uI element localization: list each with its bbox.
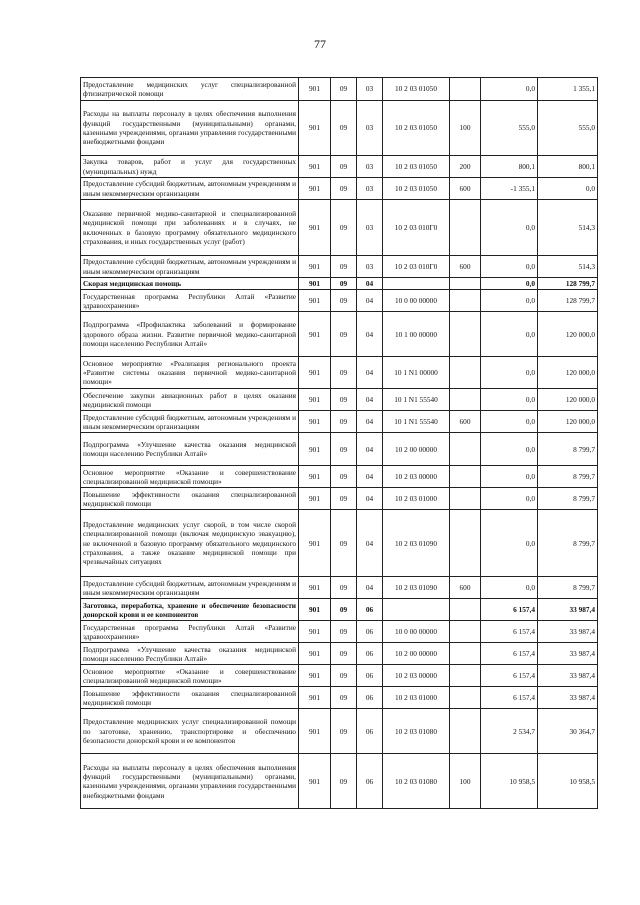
row-csr-cell: 10 1 N1 55540 [383,411,450,433]
row-csr-cell [383,278,450,290]
row-vr-cell [450,643,481,665]
row-csr-cell: 10 2 03 010Г0 [383,200,450,256]
row-gr-cell: 901 [299,101,331,156]
row-amount2-cell: 10 958,5 [538,754,598,809]
row-gr-cell: 901 [299,577,331,599]
row-pr-cell: 06 [357,687,383,709]
row-rz-cell: 09 [331,78,357,101]
row-amount2-cell: 555,0 [538,101,598,156]
row-vr-cell: 600 [450,577,481,599]
row-pr-cell: 04 [357,466,383,488]
row-name-cell: Государственная программа Республики Алтай «Развитие здравоохранения» [81,621,299,643]
row-gr-cell: 901 [299,709,331,754]
row-amount2-cell: 33 987,4 [538,621,598,643]
row-name-cell: Заготовка, переработка, хранение и обеспечение безопасности донорской крови и ее компонентов [81,599,299,621]
row-gr-cell: 901 [299,200,331,256]
row-rz-cell: 09 [331,357,357,389]
row-name-cell: Скорая медицинская помощь [81,278,299,290]
row-rz-cell: 09 [331,101,357,156]
row-vr-cell: 600 [450,256,481,278]
table-row [81,510,598,577]
row-gr-cell: 901 [299,643,331,665]
row-rz-cell: 09 [331,621,357,643]
row-gr-cell: 901 [299,488,331,510]
row-csr-cell: 10 1 N1 55540 [383,389,450,411]
row-rz-cell: 09 [331,256,357,278]
row-pr-cell: 03 [357,200,383,256]
row-gr-cell: 901 [299,312,331,357]
row-pr-cell: 06 [357,665,383,687]
row-vr-cell [450,290,481,312]
row-amount1-cell: 0,0 [481,290,538,312]
row-vr-cell: 200 [450,156,481,178]
row-csr-cell: 10 2 03 00000 [383,466,450,488]
row-amount1-cell: 2 534,7 [481,709,538,754]
row-amount1-cell: 0,0 [481,278,538,290]
row-gr-cell: 901 [299,256,331,278]
row-pr-cell: 03 [357,156,383,178]
row-name-cell: Предоставление медицинских услуг специализированной фтизиатрической помощи [81,78,299,101]
row-name-cell: Обеспечение закупки авиационных работ в целях оказания медицинской помощи [81,389,299,411]
row-pr-cell: 03 [357,178,383,200]
row-pr-cell: 06 [357,709,383,754]
row-name-cell: Предоставление субсидий бюджетным, автономным учреждениям и иным некоммерческим организациям [81,256,299,278]
row-name-cell: Оказание первичной медико-санитарной и специализированной медицинской помощи при заболеваниях и в случаях, не включенных в базовую программу обязательного медицинского страхования, и иных государственных услуг (работ) [81,200,299,256]
row-pr-cell: 04 [357,510,383,577]
table-row [81,665,598,687]
row-amount2-cell: 128 799,7 [538,290,598,312]
row-amount2-cell: 8 799,7 [538,577,598,599]
table-row [81,621,598,643]
row-rz-cell: 09 [331,178,357,200]
row-vr-cell [450,312,481,357]
row-amount1-cell: 0,0 [481,256,538,278]
row-amount1-cell: 0,0 [481,411,538,433]
table-row [81,411,598,433]
row-rz-cell: 09 [331,510,357,577]
row-vr-cell [450,357,481,389]
row-amount1-cell: 0,0 [481,357,538,389]
table-row [81,488,598,510]
table-row [81,357,598,389]
row-csr-cell: 10 2 03 01000 [383,687,450,709]
row-pr-cell: 04 [357,488,383,510]
table-row [81,312,598,357]
row-rz-cell: 09 [331,687,357,709]
row-pr-cell: 03 [357,256,383,278]
row-vr-cell [450,665,481,687]
row-pr-cell: 03 [357,101,383,156]
row-rz-cell: 09 [331,709,357,754]
row-amount2-cell: 8 799,7 [538,466,598,488]
table-row [81,101,598,156]
row-amount1-cell: 0,0 [481,200,538,256]
row-csr-cell: 10 2 03 01050 [383,156,450,178]
row-name-cell: Предоставление медицинских услуг скорой, в том числе скорой специализированной помощи (включая медицинскую эвакуацию), не включенной в базовую программу обязательного медицинского страхования, а также оказание медицинской помощи при чрезвычайных ситуациях [81,510,299,577]
table-row [81,687,598,709]
row-amount1-cell: 0,0 [481,433,538,466]
row-vr-cell [450,433,481,466]
row-csr-cell: 10 1 N1 00000 [383,357,450,389]
row-vr-cell [450,709,481,754]
row-amount1-cell: 6 157,4 [481,643,538,665]
row-pr-cell: 04 [357,389,383,411]
row-amount2-cell: 120 000,0 [538,389,598,411]
table-body [81,78,598,809]
row-rz-cell: 09 [331,290,357,312]
row-vr-cell: 100 [450,101,481,156]
row-pr-cell: 04 [357,278,383,290]
row-csr-cell [383,599,450,621]
row-amount1-cell: 0,0 [481,577,538,599]
row-csr-cell: 10 2 03 01080 [383,709,450,754]
row-pr-cell: 06 [357,643,383,665]
row-vr-cell [450,389,481,411]
row-vr-cell [450,510,481,577]
row-rz-cell: 09 [331,156,357,178]
row-pr-cell: 06 [357,599,383,621]
row-vr-cell [450,687,481,709]
row-rz-cell: 09 [331,411,357,433]
row-gr-cell: 901 [299,278,331,290]
row-csr-cell: 10 2 00 00000 [383,643,450,665]
row-csr-cell: 10 2 00 00000 [383,433,450,466]
row-vr-cell [450,200,481,256]
row-name-cell: Предоставление субсидий бюджетным, автономным учреждениям и иным некоммерческим организациям [81,178,299,200]
row-csr-cell: 10 2 03 01090 [383,510,450,577]
row-pr-cell: 04 [357,290,383,312]
row-name-cell: Повышение эффективности оказания специализированной медицинской помощи [81,687,299,709]
table-row [81,709,598,754]
row-amount1-cell: 0,0 [481,488,538,510]
row-amount2-cell: 33 987,4 [538,599,598,621]
row-csr-cell: 10 2 03 01050 [383,178,450,200]
row-rz-cell: 09 [331,433,357,466]
row-pr-cell: 04 [357,411,383,433]
row-amount2-cell: 8 799,7 [538,433,598,466]
row-amount1-cell: 0,0 [481,389,538,411]
row-amount1-cell: 0,0 [481,78,538,101]
row-pr-cell: 06 [357,621,383,643]
row-csr-cell: 10 1 00 00000 [383,312,450,357]
row-rz-cell: 09 [331,599,357,621]
row-gr-cell: 901 [299,156,331,178]
budget-table [80,77,598,809]
page-number: 77 [314,37,326,51]
row-amount2-cell: 514,3 [538,200,598,256]
row-gr-cell: 901 [299,411,331,433]
table-row [81,433,598,466]
row-name-cell: Повышение эффективности оказания специализированной медицинской помощи [81,488,299,510]
row-gr-cell: 901 [299,754,331,809]
row-name-cell: Подпрограмма «Профилактика заболеваний и формирование здорового образа жизни. Развитие первичной медико-санитарной помощи населению Республики Алтай» [81,312,299,357]
row-rz-cell: 09 [331,754,357,809]
table-row [81,577,598,599]
row-amount2-cell: 33 987,4 [538,643,598,665]
row-amount2-cell: 514,3 [538,256,598,278]
row-vr-cell [450,488,481,510]
row-amount1-cell: 555,0 [481,101,538,156]
row-vr-cell: 100 [450,754,481,809]
row-csr-cell: 10 0 00 00000 [383,290,450,312]
row-gr-cell: 901 [299,687,331,709]
row-vr-cell [450,78,481,101]
row-amount2-cell: 8 799,7 [538,510,598,577]
row-rz-cell: 09 [331,389,357,411]
row-name-cell: Закупка товаров, работ и услуг для государственных (муниципальных) нужд [81,156,299,178]
row-vr-cell [450,621,481,643]
row-csr-cell: 10 2 03 01080 [383,754,450,809]
table-row [81,466,598,488]
row-amount1-cell: 6 157,4 [481,621,538,643]
row-amount1-cell: 0,0 [481,312,538,357]
row-vr-cell [450,599,481,621]
row-amount2-cell: 33 987,4 [538,665,598,687]
table-row [81,178,598,200]
row-amount2-cell: 1 355,1 [538,78,598,101]
row-amount2-cell: 33 987,4 [538,687,598,709]
table-row [81,290,598,312]
row-vr-cell [450,466,481,488]
table-row [81,599,598,621]
row-name-cell: Основное мероприятие «Оказание и совершенствование специализированной медицинской помощи» [81,466,299,488]
row-gr-cell: 901 [299,78,331,101]
row-csr-cell: 10 2 03 00000 [383,665,450,687]
row-csr-cell: 10 2 03 01050 [383,78,450,101]
row-gr-cell: 901 [299,510,331,577]
row-gr-cell: 901 [299,178,331,200]
row-rz-cell: 09 [331,643,357,665]
row-csr-cell: 10 2 03 010Г0 [383,256,450,278]
row-name-cell: Основное мероприятие «Реализация регионального проекта «Развитие системы оказания первичной медико-санитарной помощи» [81,357,299,389]
row-amount2-cell: 120 000,0 [538,357,598,389]
row-amount2-cell: 800,1 [538,156,598,178]
row-gr-cell: 901 [299,290,331,312]
row-csr-cell: 10 2 03 01000 [383,488,450,510]
table-row [81,200,598,256]
row-name-cell: Расходы на выплаты персоналу в целях обеспечения выполнения функций государственными (муниципальными) органами, казенными учреждениями, органами управления государственными внебюджетными фондами [81,754,299,809]
row-amount2-cell: 120 000,0 [538,312,598,357]
table-row [81,754,598,809]
row-rz-cell: 09 [331,665,357,687]
row-amount2-cell: 120 000,0 [538,411,598,433]
table-row [81,256,598,278]
row-amount1-cell: 6 157,4 [481,687,538,709]
row-pr-cell: 04 [357,357,383,389]
row-gr-cell: 901 [299,665,331,687]
table-row [81,643,598,665]
table-row [81,78,598,101]
row-amount1-cell: 800,1 [481,156,538,178]
row-gr-cell: 901 [299,599,331,621]
row-amount2-cell: 30 364,7 [538,709,598,754]
row-amount2-cell: 128 799,7 [538,278,598,290]
table-row [81,389,598,411]
row-rz-cell: 09 [331,278,357,290]
row-pr-cell: 03 [357,78,383,101]
row-name-cell: Основное мероприятие «Оказание и совершенствование специализированной медицинской помощи» [81,665,299,687]
table-row [81,156,598,178]
row-gr-cell: 901 [299,466,331,488]
row-name-cell: Расходы на выплаты персоналу в целях обеспечения выполнения функций государственными (муниципальными) органами, казенными учреждениями, органами управления государственными внебюджетными фондами [81,101,299,156]
row-csr-cell: 10 0 00 00000 [383,621,450,643]
row-name-cell: Предоставление медицинских услуг специализированной помощи по заготовке, хранению, транспортировке и обеспечению безопасности донорской крови и ее компонентов [81,709,299,754]
row-amount2-cell: 8 799,7 [538,488,598,510]
row-name-cell: Предоставление субсидий бюджетным, автономным учреждениям и иным некоммерческим организациям [81,577,299,599]
row-name-cell: Государственная программа Республики Алтай «Развитие здравоохранения» [81,290,299,312]
row-csr-cell: 10 2 03 01090 [383,577,450,599]
row-rz-cell: 09 [331,200,357,256]
row-rz-cell: 09 [331,312,357,357]
row-amount1-cell: 0,0 [481,466,538,488]
row-amount1-cell: -1 355,1 [481,178,538,200]
row-amount2-cell: 0,0 [538,178,598,200]
row-pr-cell: 04 [357,312,383,357]
row-name-cell: Подпрограмма «Улучшение качества оказания медицинской помощи населению Республики Алтай» [81,433,299,466]
row-gr-cell: 901 [299,433,331,466]
row-rz-cell: 09 [331,577,357,599]
row-name-cell: Предоставление субсидий бюджетным, автономным учреждениям и иным некоммерческим организациям [81,411,299,433]
row-pr-cell: 04 [357,433,383,466]
row-rz-cell: 09 [331,466,357,488]
row-gr-cell: 901 [299,357,331,389]
row-vr-cell [450,278,481,290]
row-vr-cell: 600 [450,178,481,200]
row-amount1-cell: 6 157,4 [481,665,538,687]
row-pr-cell: 06 [357,754,383,809]
row-vr-cell: 600 [450,411,481,433]
row-gr-cell: 901 [299,389,331,411]
row-rz-cell: 09 [331,488,357,510]
row-amount1-cell: 6 157,4 [481,599,538,621]
table-row [81,278,598,290]
row-pr-cell: 04 [357,577,383,599]
row-gr-cell: 901 [299,621,331,643]
row-amount1-cell: 10 958,5 [481,754,538,809]
row-csr-cell: 10 2 03 01050 [383,101,450,156]
row-amount1-cell: 0,0 [481,510,538,577]
row-name-cell: Подпрограмма «Улучшение качества оказания медицинской помощи населению Республики Алтай» [81,643,299,665]
